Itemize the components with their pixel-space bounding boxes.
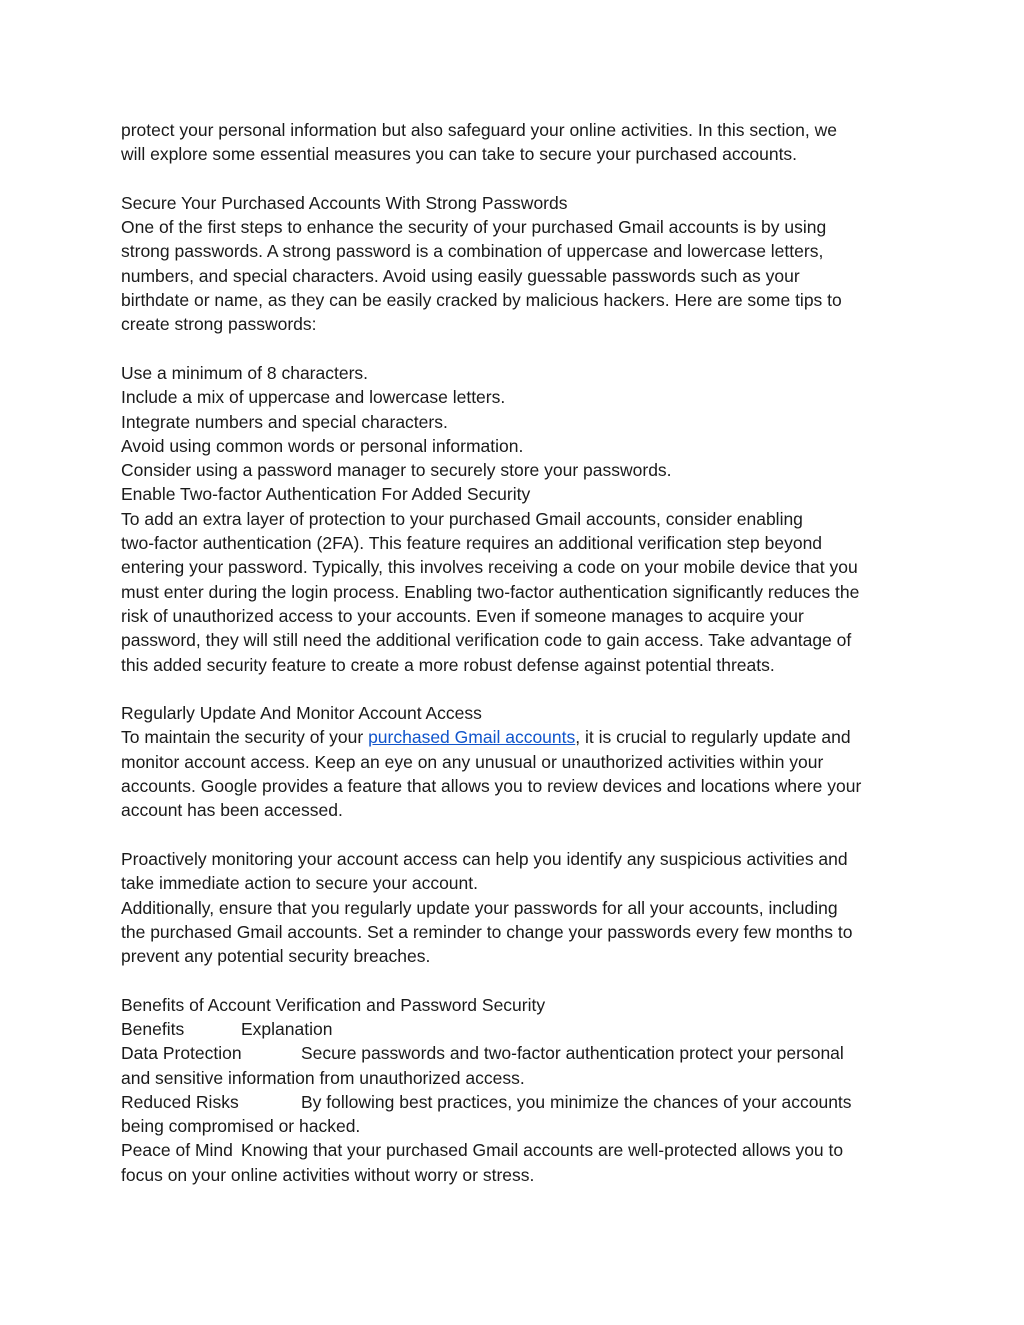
table-title: Benefits of Account Verification and Password Security — [121, 994, 546, 1015]
tip-item: Avoid using common words or personal information. — [121, 435, 524, 456]
tip-item: Use a minimum of 8 characters. — [121, 362, 369, 383]
strong-passwords-paragraph: One of the first steps to enhance the security of your purchased Gmail accounts is by using strong passwords. A strong password is a combination of uppercase and lowercase letters, numbers, and special characters. Avoid using easily guessable passwords such as your birthdate or name, as they can be easily cracked by malicious hackers. Here are some tips to create strong passwords: — [121, 217, 842, 335]
spacer — [121, 968, 911, 992]
section-heading-strong-passwords: Secure Your Purchased Accounts With Strong Passwords — [121, 192, 568, 213]
monitor-text-before-link: To maintain the security of your — [121, 727, 369, 748]
section-heading-monitor-access: Regularly Update And Monitor Account Access — [121, 703, 482, 724]
table-cell-benefit: Peace of Mind — [121, 1140, 233, 1161]
spacer — [121, 677, 911, 701]
monitor-text-after-link: , it is crucial to regularly update and monitor account access. Keep an eye on any unusual or unauthorized activities within your accounts. Google provides a feature that allows you to review devices and locations where your account has been accessed. — [121, 727, 862, 821]
spacer — [121, 167, 911, 191]
table-row-continuation: focus on your online activities without worry or stress. — [121, 1164, 535, 1185]
monitoring-paragraph: Proactively monitoring your account access can help you identify any suspicious activities and take immediate action to secure your account. Additionally, ensure that you regularly update your passwords for all your accounts, including the purchased Gmail accounts. Set a reminder to change your passwords every few months to prevent any potential security breaches. — [121, 848, 853, 967]
table-cell-explanation: Knowing that your purchased Gmail accounts are well-protected allows you to — [241, 1140, 844, 1161]
tip-item: Consider using a password manager to securely store your passwords. — [121, 460, 672, 481]
table-row-continuation: being compromised or hacked. — [121, 1116, 361, 1137]
tip-item: Include a mix of uppercase and lowercase letters. — [121, 387, 506, 408]
tip-item: Integrate numbers and special characters. — [121, 411, 448, 432]
table-cell-benefit: Data Protection — [121, 1043, 242, 1064]
table-row — [121, 1090, 911, 1114]
section-heading-two-factor: Enable Two-factor Authentication For Added Security — [121, 484, 531, 505]
two-factor-paragraph: To add an extra layer of protection to your purchased Gmail accounts, consider enabling two-factor authentication (2FA). This feature requires an additional verification step beyond entering your password. Typically, this involves receiving a code on your mobile device that you must enter during the login process. Enabling two-factor authentication significantly reduces the risk of unauthorized access to your accounts. Even if someone manages to acquire your password, they will still need the additional verification code to gain access. Take advantage of this added security feature to create a more robust defense against potential threats. — [121, 508, 860, 675]
table-header-row — [121, 1017, 911, 1041]
spacer — [121, 337, 911, 361]
table-cell-benefit: Reduced Risks — [121, 1091, 239, 1112]
monitor-access-paragraph — [121, 725, 911, 822]
table-row-continuation: and sensitive information from unauthorized access. — [121, 1067, 525, 1088]
table-cell-explanation: By following best practices, you minimize the chances of your accounts — [301, 1091, 852, 1112]
document-page — [121, 118, 911, 1187]
table-cell-explanation: Secure passwords and two-factor authentication protect your personal — [301, 1043, 844, 1064]
table-header-benefits: Benefits — [121, 1018, 185, 1039]
intro-paragraph: protect your personal information but also safeguard your online activities. In this section, we will explore some essential measures you can take to secure your purchased accounts. — [121, 120, 837, 165]
table-header-explanation: Explanation — [241, 1018, 333, 1039]
spacer — [121, 823, 911, 847]
table-row — [121, 1041, 911, 1065]
purchased-gmail-accounts-link[interactable]: purchased Gmail accounts — [368, 727, 576, 748]
table-row — [121, 1138, 911, 1162]
